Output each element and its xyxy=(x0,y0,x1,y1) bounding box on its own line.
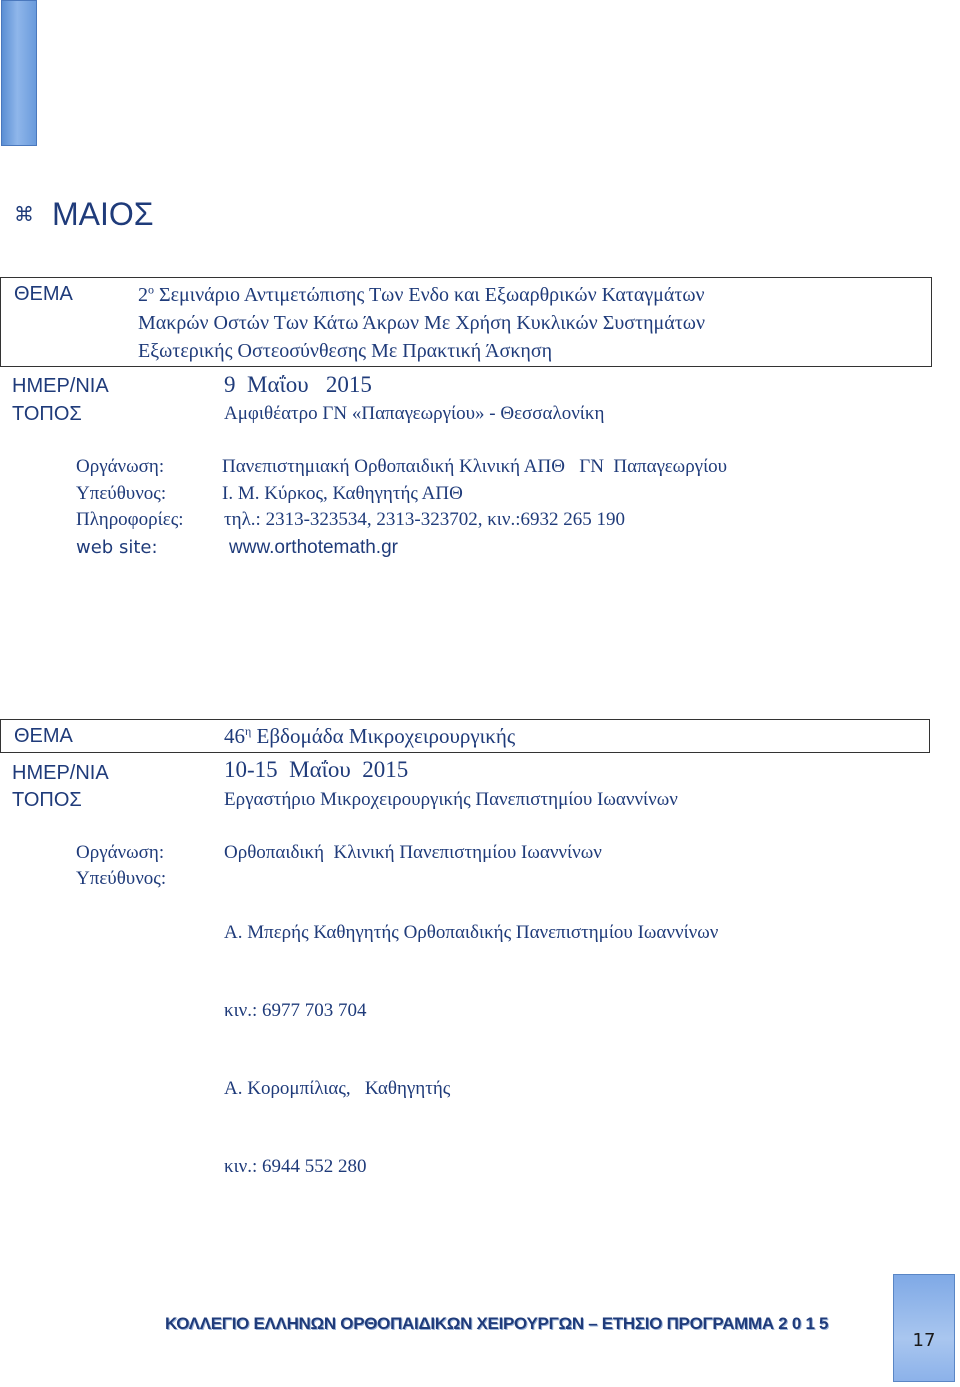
event1-date-value: 9 Μαΐου 2015 xyxy=(224,372,372,397)
event2-responsible-line: κιν.: 6944 552 280 xyxy=(224,1156,367,1177)
event1-subject-line3: Εξωτερικής Οστεοσύνθεσης Με Πρακτική Άσκηση xyxy=(138,340,553,362)
event1-web-link[interactable]: www.orthotemath.gr xyxy=(229,537,398,558)
event1-info-label: Πληροφορίες: xyxy=(76,509,184,530)
event2-place-value: Εργαστήριο Μικροχειρουργικής Πανεπιστημίου Ιωαννίνων xyxy=(224,789,678,810)
event1-subject-line2: Μακρών Οστών Των Κάτω Άκρων Με Χρήση Κυκλικών Συστημάτων xyxy=(138,312,705,334)
event2-subject: $46^\eta$ Εβδομάδα Μικροχειρουργικής xyxy=(224,724,516,748)
event1-responsible-label: Υπεύθυνος: xyxy=(76,483,167,504)
event1-subject xyxy=(138,281,705,365)
decorative-blue-tab xyxy=(1,0,37,146)
event1-place-value: Αμφιθέατρο ΓΝ «Παπαγεωργίου» - Θεσσαλονίκη xyxy=(224,403,605,424)
event1-place-label: ΤΟΠΟΣ xyxy=(12,403,82,425)
event2-org-value: Ορθοπαιδική Κλινική Πανεπιστημίου Ιωαννίνων xyxy=(224,842,602,863)
event2-date-value: 10-15 Μαΐου 2015 xyxy=(224,757,409,782)
page-number-box xyxy=(893,1274,955,1382)
month-title: ΜΑΙΟΣ xyxy=(52,195,154,232)
event2-subject-label: ΘΕΜΑ xyxy=(14,725,73,747)
event2-place-label: ΤΟΠΟΣ xyxy=(12,789,82,811)
event1-org-value: Πανεπιστημιακή Ορθοπαιδική Κλινική ΑΠΘ ΓΝ Παπαγεωργίου xyxy=(222,456,728,477)
event1-responsible-value: Ι. Μ. Κύρκος, Καθηγητής ΑΠΘ xyxy=(222,483,463,504)
event2-org-label: Οργάνωση: xyxy=(76,842,165,863)
event1-org-label: Οργάνωση: xyxy=(76,456,165,477)
page-number: 17 xyxy=(912,1330,936,1351)
event2-responsible-line: Α. Κορομπίλιας, Καθηγητής xyxy=(224,1078,451,1099)
event2-date-label: ΗΜΕΡ/ΝΙΑ xyxy=(12,762,109,784)
month-heading xyxy=(14,192,154,236)
event1-subject-label: ΘΕΜΑ xyxy=(14,283,73,305)
event1-subject-line1: $2^o$ Σεμινάριο Αντιμετώπισης Των Ενδο και Εξωαρθρικών Καταγμάτων xyxy=(138,282,705,306)
command-icon: ⌘ xyxy=(14,202,34,226)
event1-web-label: web site: xyxy=(76,537,158,558)
event2-responsible-line: κιν.: 6977 703 704 xyxy=(224,1000,367,1021)
event2-responsible-list xyxy=(224,868,718,1206)
footer-title: ΚΟΛΛΕΓΙΟ ΕΛΛΗΝΩΝ ΟΡΘΟΠΑΙΔΙΚΩΝ ΧΕΙΡΟΥΡΓΩΝ – ΕΤΗΣΙΟ ΠΡΟΓΡΑΜΜΑ 2 0 1 5 xyxy=(165,1314,829,1333)
event1-info-value: τηλ.: 2313-323534, 2313-323702, κιν.:6932 265 190 xyxy=(224,509,626,530)
event2-responsible-line: Α. Μπερής Καθηγητής Ορθοπαιδικής Πανεπιστημίου Ιωαννίνων xyxy=(224,922,719,943)
event1-date-label: ΗΜΕΡ/ΝΙΑ xyxy=(12,375,109,397)
event2-responsible-label: Υπεύθυνος: xyxy=(76,868,167,889)
